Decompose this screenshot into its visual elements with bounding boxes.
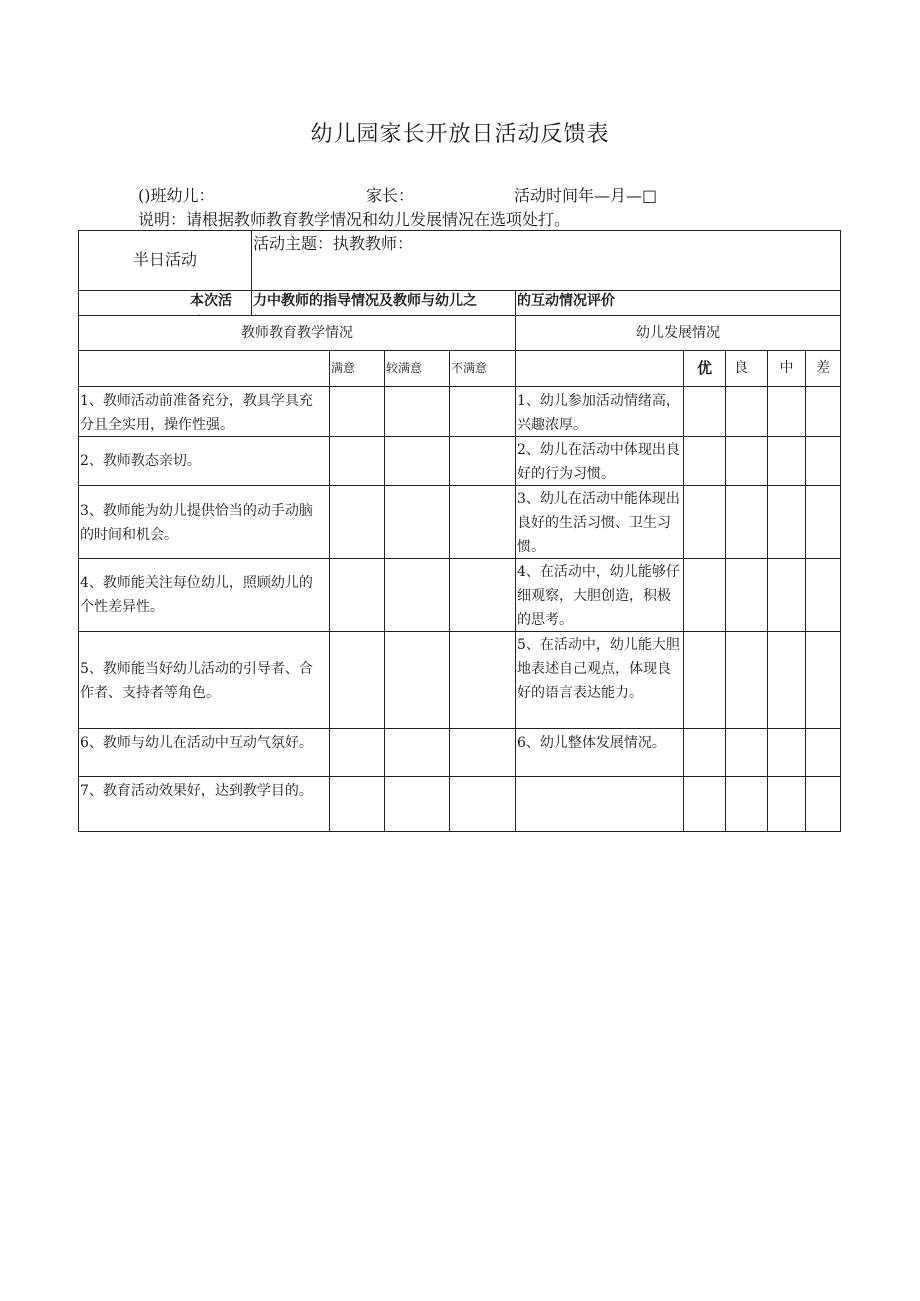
rating-unsatisfied: 不满意 (451, 361, 488, 375)
theme-teacher-field[interactable]: 活动主题：执教教师： (253, 234, 414, 253)
class-field-label: ()班幼儿： (138, 186, 215, 205)
child-item-4: 4、在活动中，幼儿能够仔细观察，大胆创造，积极的思考。 (517, 564, 680, 628)
child-section-header: 幼儿发展情况 (636, 325, 720, 341)
child-item-5: 5、在活动中，幼儿能大胆地表述自己观点，体现良好的语言表达能力。 (517, 637, 680, 701)
teacher-item-4: 4、教师能关注每位幼儿，照顾幼儿的个性差异性。 (80, 575, 313, 615)
teacher-item-1: 1、教师活动前准备充分，教具学具充分且全实用，操作性强。 (80, 393, 313, 433)
half-day-activity-label: 半日活动 (132, 250, 197, 269)
instruction-note: 说明：请根据教师教育教学情况和幼儿发展情况在选项处打。 (138, 210, 571, 229)
child-item-2: 2、幼儿在活动中体现出良好的行为习惯。 (517, 442, 680, 482)
evaluation-prefix: 本次活 (190, 293, 232, 309)
parent-field-label: 家长： (366, 186, 415, 205)
rating-good: 良 (734, 360, 748, 376)
evaluation-middle: 力中教师的指导情况及教师与幼儿之 (253, 293, 477, 309)
activity-time-label: 活动时间年—月—□ (514, 186, 658, 205)
child-item-1: 1、幼儿参加活动情绪高，兴趣浓厚。 (517, 393, 680, 433)
child-item-6: 6、幼儿整体发展情况。 (517, 735, 666, 751)
rating-average: 中 (779, 360, 794, 376)
child-item-3: 3、幼儿在活动中能体现出良好的生活习惯、卫生习惯。 (517, 491, 680, 555)
page-title: 幼儿园家长开放日活动反馈表 (310, 122, 610, 147)
teacher-item-3: 3、教师能为幼儿提供恰当的动手动脑的时间和机会。 (80, 503, 313, 543)
evaluation-end: 的互动情况评价 (517, 293, 615, 309)
teacher-item-7: 7、教育活动效果好，达到教学目的。 (80, 783, 313, 799)
rating-fairly-satisfied: 较满意 (386, 361, 423, 375)
rating-poor: 差 (816, 360, 830, 376)
rating-satisfied: 满意 (331, 361, 356, 375)
teacher-section-header: 教师教育教学情况 (241, 325, 353, 341)
teacher-item-2: 2、教师教态亲切。 (80, 453, 201, 469)
teacher-item-5: 5、教师能当好幼儿活动的引导者、合作者、支持者等角色。 (80, 661, 313, 701)
teacher-item-6: 6、教师与幼儿在活动中互动气氛好。 (80, 735, 313, 751)
rating-excellent: 优 (696, 359, 712, 377)
